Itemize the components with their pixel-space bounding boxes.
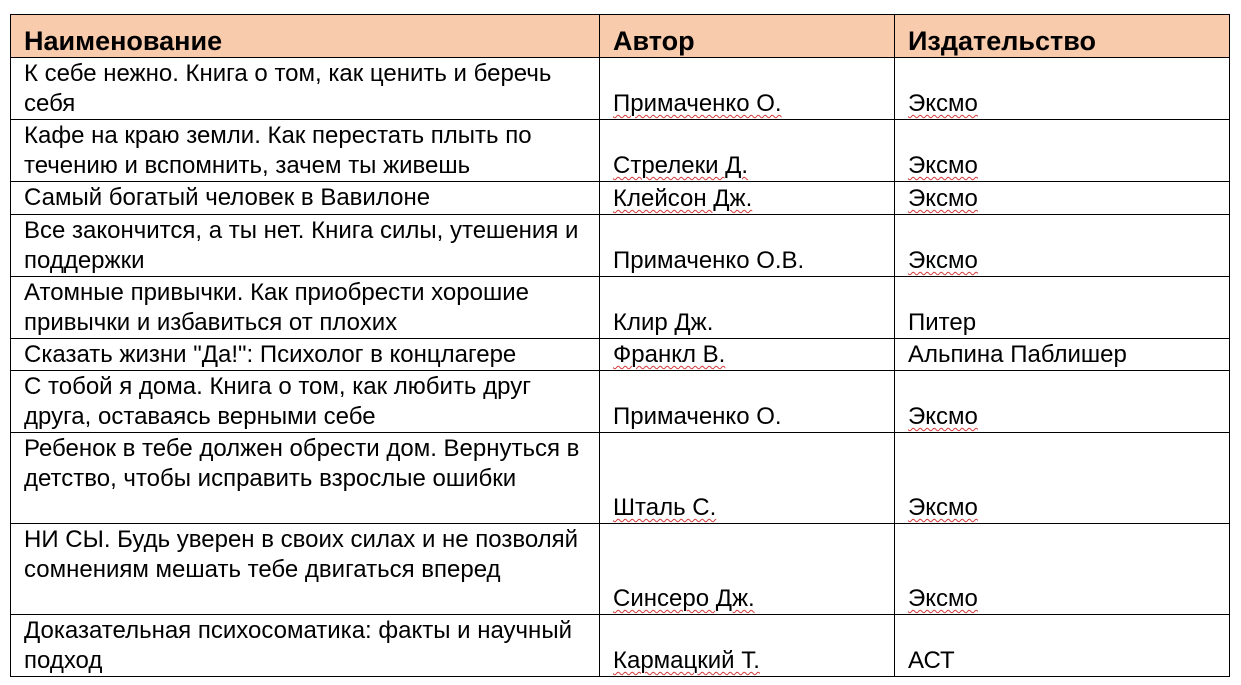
table-row bbox=[11, 615, 1230, 677]
cell-author[interactable] bbox=[600, 339, 895, 371]
publisher-text: Эксмо bbox=[908, 90, 978, 117]
header-publisher[interactable]: Издательство bbox=[895, 15, 1230, 58]
cell-title[interactable]: Атомные привычки. Как приобрести хорошие привычки и избавиться от плохих bbox=[11, 277, 600, 339]
table-row bbox=[11, 215, 1230, 277]
publisher-text: Питер bbox=[908, 309, 977, 336]
author-text: Примаченко О. bbox=[613, 403, 782, 430]
table-row bbox=[11, 277, 1230, 339]
cell-title[interactable]: НИ СЫ. Будь уверен в своих силах и не позволяй сомнениям мешать тебе двигаться вперед bbox=[11, 524, 600, 615]
publisher-text: Эксмо bbox=[908, 585, 978, 612]
cell-author[interactable] bbox=[600, 58, 895, 120]
cell-title[interactable]: Самый богатый человек в Вавилоне bbox=[11, 182, 600, 215]
cell-author[interactable] bbox=[600, 615, 895, 677]
cell-title[interactable]: Доказательная психосоматика: факты и научный подход bbox=[11, 615, 600, 677]
cell-publisher[interactable] bbox=[895, 371, 1230, 433]
cell-title[interactable]: Сказать жизни "Да!": Психолог в концлагере bbox=[11, 339, 600, 371]
publisher-text: Альпина Паблишер bbox=[908, 341, 1127, 368]
author-text: Франкл В. bbox=[613, 341, 726, 368]
cell-publisher[interactable] bbox=[895, 433, 1230, 524]
author-text: Стрелеки Д. bbox=[613, 152, 749, 179]
table-row bbox=[11, 120, 1230, 182]
cell-title[interactable]: Ребенок в тебе должен обрести дом. Вернуться в детство, чтобы исправить взрослые ошибки bbox=[11, 433, 600, 524]
publisher-text: АСТ bbox=[908, 647, 955, 674]
cell-author[interactable] bbox=[600, 182, 895, 215]
cell-publisher[interactable] bbox=[895, 339, 1230, 371]
publisher-text: Эксмо bbox=[908, 247, 978, 274]
books-table bbox=[10, 14, 1230, 677]
author-text: Кармацкий Т. bbox=[613, 647, 760, 674]
publisher-text: Эксмо bbox=[908, 152, 978, 179]
cell-author[interactable] bbox=[600, 433, 895, 524]
table-row bbox=[11, 433, 1230, 524]
cell-publisher[interactable] bbox=[895, 182, 1230, 215]
author-text: Клир Дж. bbox=[613, 309, 714, 336]
cell-author[interactable] bbox=[600, 277, 895, 339]
cell-author[interactable] bbox=[600, 371, 895, 433]
author-text: Клейсон Дж. bbox=[613, 185, 753, 212]
table-row bbox=[11, 58, 1230, 120]
cell-author[interactable] bbox=[600, 215, 895, 277]
header-author[interactable]: Автор bbox=[600, 15, 895, 58]
author-text: Шталь С. bbox=[613, 494, 717, 521]
cell-publisher[interactable] bbox=[895, 524, 1230, 615]
cell-author[interactable] bbox=[600, 524, 895, 615]
author-text: Синсеро Дж. bbox=[613, 585, 755, 612]
author-text: Примаченко О. bbox=[613, 90, 782, 117]
header-row bbox=[11, 15, 1230, 58]
table-row bbox=[11, 371, 1230, 433]
cell-publisher[interactable] bbox=[895, 215, 1230, 277]
cell-publisher[interactable] bbox=[895, 58, 1230, 120]
cell-author[interactable] bbox=[600, 120, 895, 182]
cell-publisher[interactable] bbox=[895, 615, 1230, 677]
cell-title[interactable]: К себе нежно. Книга о том, как ценить и беречь себя bbox=[11, 58, 600, 120]
publisher-text: Эксмо bbox=[908, 494, 978, 521]
publisher-text: Эксмо bbox=[908, 403, 978, 430]
table-row bbox=[11, 182, 1230, 215]
cell-title[interactable]: Кафе на краю земли. Как перестать плыть по течению и вспомнить, зачем ты живешь bbox=[11, 120, 600, 182]
cell-publisher[interactable] bbox=[895, 277, 1230, 339]
cell-title[interactable]: Все закончится, а ты нет. Книга силы, утешения и поддержки bbox=[11, 215, 600, 277]
cell-title[interactable]: С тобой я дома. Книга о том, как любить друг друга, оставаясь верными себе bbox=[11, 371, 600, 433]
table-row bbox=[11, 524, 1230, 615]
author-text: Примаченко О.В. bbox=[613, 247, 805, 274]
publisher-text: Эксмо bbox=[908, 185, 978, 212]
cell-publisher[interactable] bbox=[895, 120, 1230, 182]
table-row bbox=[11, 339, 1230, 371]
header-title[interactable]: Наименование bbox=[11, 15, 600, 58]
